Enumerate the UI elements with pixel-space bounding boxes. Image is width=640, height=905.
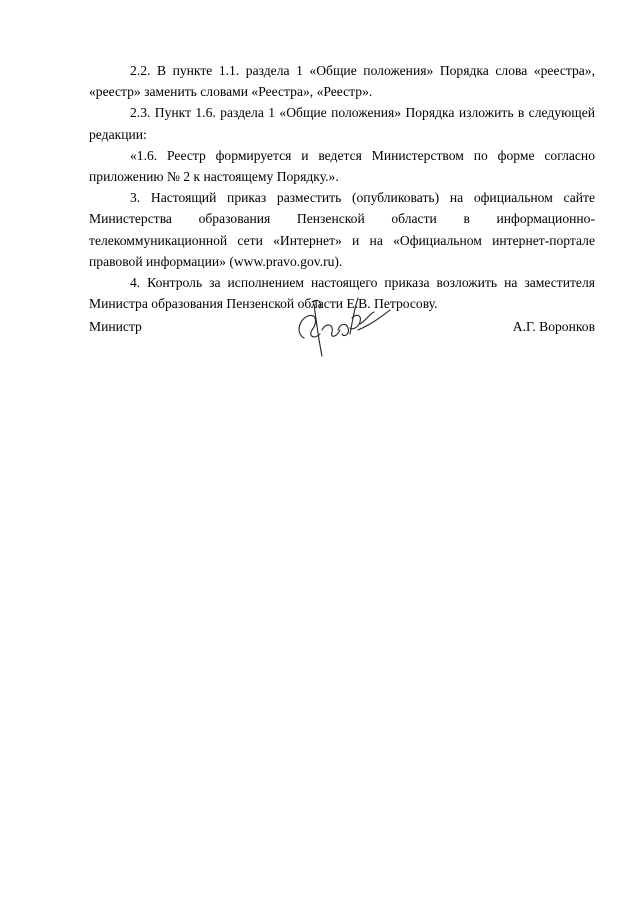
paragraph-quote-1-6: «1.6. Реестр формируется и ведется Министерством по форме согласно приложению № 2 к настоящему Порядку.».: [89, 147, 595, 185]
signature-block: [89, 316, 595, 376]
handwritten-signature: [292, 290, 392, 362]
paragraph-4: 4. Контроль за исполнением настоящего приказа возложить на заместителя Министра образования Пензенской области Е.В. Петросову.: [89, 275, 595, 312]
signatory-title: Министр: [89, 319, 142, 334]
paragraph-2-2: 2.2. В пункте 1.1. раздела 1 «Общие положения» Порядка слова «реестра», «реестр» заменить словами «Реестра», «Реестр».: [89, 63, 595, 100]
paragraph-2-3: 2.3. Пункт 1.6. раздела 1 «Общие положения» Порядка изложить в следующей редакции:: [89, 105, 595, 142]
paragraph-3: 3. Настоящий приказ разместить (опубликовать) на официальном сайте Министерства образования Пензенской области в информационно-телекоммуникационной сети «Интернет» и на «Официальном интернет-портале правовой информации» (www.pravo.gov.ru).: [89, 190, 595, 269]
signatory-name: А.Г. Воронков: [512, 319, 595, 334]
document-body: [89, 60, 595, 314]
